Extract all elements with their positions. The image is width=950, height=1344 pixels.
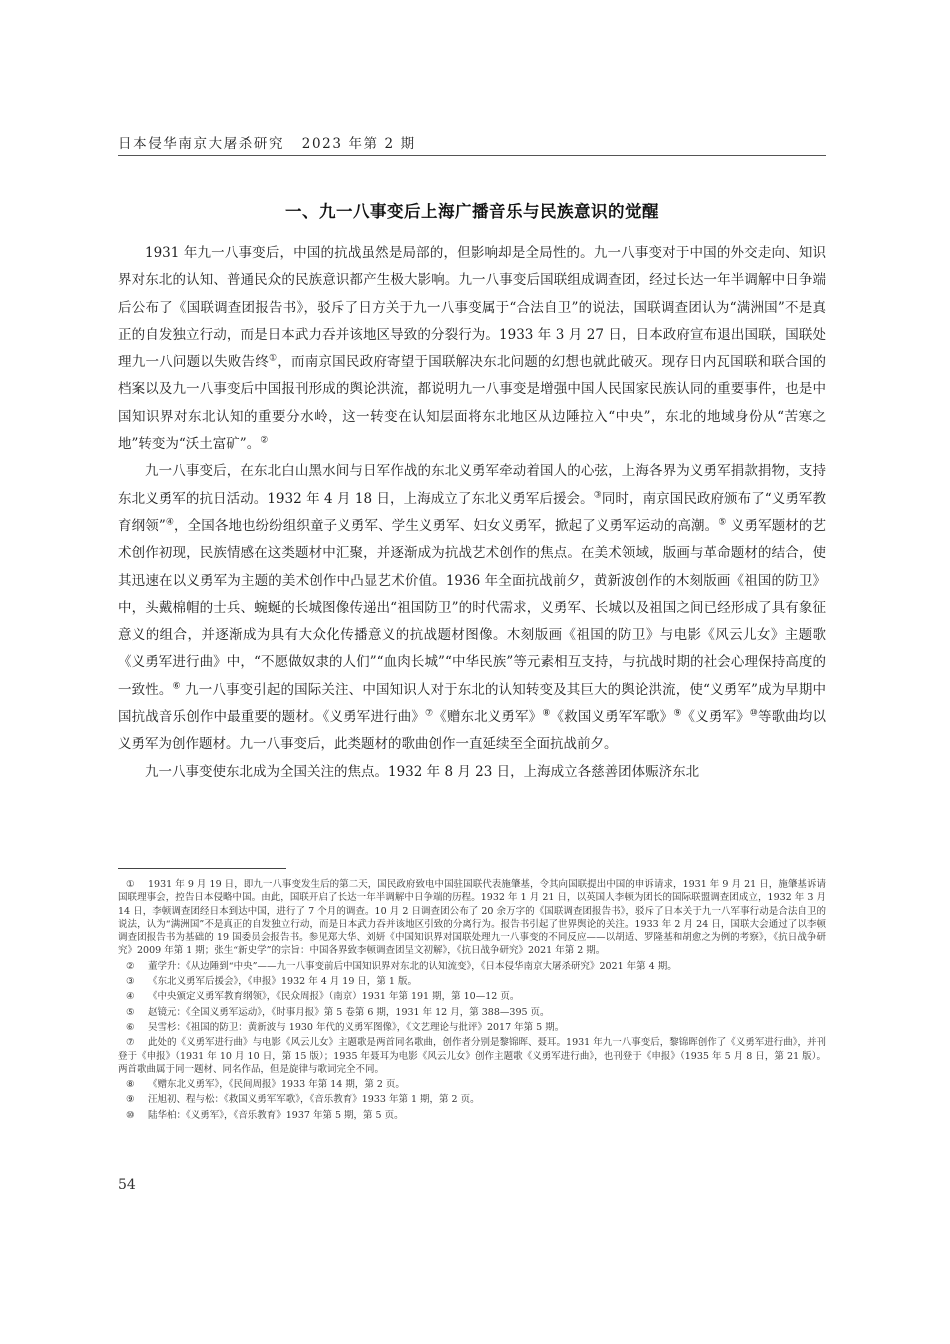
footnote: ② 董学升：《从边陲到“中央”——九一八事变前后中国知识界对东北的认知流变》，《日本侵华南京大屠杀研究》2021 年第 4 期。 — [118, 960, 826, 973]
footnote-ref[interactable]: ② — [260, 435, 269, 446]
footnote: ⑧ 《赠东北义勇军》，《民间周报》1933 年第 14 期，第 2 页。 — [118, 1078, 826, 1091]
footnote-ref[interactable]: ⑨ — [673, 708, 682, 719]
footnote-mark: ⑤ — [126, 1006, 135, 1018]
footnote-mark: ④ — [126, 991, 135, 1003]
footnote: ③ 《东北义勇军后援会》，《申报》1932 年 4 月 19 日，第 1 版。 — [118, 975, 826, 988]
paragraph: 1931 年九一八事变后，中国的抗战虽然是局部的，但影响却是全局性的。九一八事变对于中国的外交走向、知识界对东北的认知、普通民众的民族意识都产生极大影响。九一八事变后国联组成调查团，经过长达一年半调解中日争端后公布了《国联调查团报告书》，驳斥了日方关于九一八事变属于“合法自卫”的说法，国联调查团认为“满洲国”不是真正的自发独立行动，而是日本武力吞并该地区导致的分裂行为。1933 年 3 月 27 日，日本政府宣布退出国联，国联处理九一八问题以失败告终①，而南京国民政府寄望于国联解决东北问题的幻想也就此破灭。现存日内瓦国联和联合国的档案以及九一八事变后中国报刊形成的舆论洪流，都说明九一八事变是增强中国人民国家民族认同的重要事件，也是中国知识界对东北认知的重要分水岭，这一转变在认知层面将东北地区从边陲拉入“中央”，东北的地域身份从“苦寒之地”转变为“沃土富矿”。② — [118, 245, 826, 453]
footnote: ⑥ 吴雪杉：《祖国的防卫：黄新波与 1930 年代的义勇军图像》，《文艺理论与批评》2017 年第 5 期。 — [118, 1021, 826, 1034]
body-text — [118, 240, 826, 786]
paragraph: 九一八事变使东北成为全国关注的焦点。1932 年 8 月 23 日，上海成立各慈善团体赈济东北 — [145, 763, 700, 780]
footnote-mark: ② — [126, 960, 135, 972]
footnote-ref[interactable]: ③ — [593, 490, 602, 501]
issue-label: 2023 年第 2 期 — [301, 136, 416, 152]
footnote: ⑩ 陆华柏：《义勇军》，《音乐教育》1937 年第 5 期，第 5 页。 — [118, 1109, 826, 1122]
footnote-mark: ⑦ — [126, 1037, 135, 1049]
footnote-mark: ⑩ — [126, 1109, 135, 1121]
footnote: ⑤ 赵镜元：《全国义勇军运动》，《时事月报》第 5 卷第 6 期，1931 年 12 月，第 388—395 页。 — [118, 1006, 826, 1019]
footnote-ref[interactable]: ④ — [165, 517, 175, 528]
footnote-mark: ⑥ — [126, 1021, 135, 1033]
footnotes — [118, 878, 826, 1124]
footnote-ref[interactable]: ⑥ — [172, 681, 181, 692]
footnote-ref[interactable]: ① — [268, 353, 278, 364]
footnote: ⑨ 汪旭初、程与松：《救国义勇军军歌》，《音乐教育》1933 年第 1 期，第 2 页。 — [118, 1093, 826, 1106]
page-number: 54 — [118, 1177, 136, 1193]
journal-title: 日本侵华南京大屠杀研究 — [118, 136, 285, 152]
footnote-rule — [118, 868, 286, 869]
footnote-mark: ⑧ — [126, 1079, 135, 1091]
footnote-ref[interactable]: ⑤ — [718, 517, 727, 528]
footnote-ref[interactable]: ⑧ — [542, 708, 551, 719]
section-title: 一、九一八事变后上海广播音乐与民族意识的觉醒 — [285, 202, 659, 221]
footnote: ① 1931 年 9 月 19 日，即九一八事变发生后的第二天，国民政府致电中国驻国联代表施肇基，令其向国联提出中国的申诉请求，1931 年 9 月 21 日，施肇基诉请国联理事会，控告日本侵略中国。由此，国联开启了长达一年半调解中日争端的历程。1932 年 1 月 21 日，以英国人李顿为团长的国际联盟调查团成立，1932 年 3 月 14 日，李顿调查团经日本到达中国，进行了 7 个月的调查。10 月 2 日调查团公布了 20 余万字的《国联调查团报告书》，驳斥了日本关于九一八军事行动是合法自卫的说法，认为“满洲国”不是真正的自发独立行动，而是日本武力吞并该地区引致的分离行为。报告书引起了世界舆论的关注。1933 年 2 月 24 日，国联大会通过了以李顿调查团报告书为基础的 19 国委员会报告书。参见郑大华、刘妍《中国知识界对国联处理九一八事变的不同反应——以胡适、罗隆基和胡愈之为例的考察》，《抗日战争研究》2009 年第 1 期；张生“新史学”的宗旨：中国各界致李顿调查团呈文初解》，《抗日战争研究》2021 年第 2 期。 — [118, 879, 826, 957]
footnote: ④ 《中央颁定义勇军教育纲领》，《民众周报》（南京）1931 年第 191 期，第 10—12 页。 — [118, 990, 826, 1003]
footnote: ⑦ 此处的《义勇军进行曲》与电影《风云儿女》主题歌是两首同名歌曲，创作者分别是黎锦晖、聂耳。1931 年九一八事变后，黎锦晖创作了《义勇军进行曲》，并刊登于《申报》（1931 年 10 月 10 日，第 15 版）；1935 年聂耳为电影《风云儿女》创作主题歌《义勇军进行曲》，也刊登于《申报》（1935 年 5 月 8 日，第 21 版）。两首歌曲属于同一题材、同名作品，但是旋律与歌词完全不同。 — [118, 1037, 826, 1075]
header-rule — [118, 155, 826, 156]
footnote-mark: ① — [126, 879, 135, 890]
paragraph: 九一八事变后，在东北白山黑水间与日军作战的东北义勇军牵动着国人的心弦，上海各界为义勇军捐款捐物，支持东北义勇军的抗日活动。1932 年 4 月 18 日，上海成立了东北义勇军后援会。③同时，南京国民政府颁布了“义勇军教育纲领”④，全国各地也纷纷组织童子义勇军、学生义勇军、妇女义勇军，掀起了义勇军运动的高潮。⑤ 义勇军题材的艺术创作初现，民族情感在这类题材中汇聚，并逐渐成为抗战艺术创作的焦点。在美术领域，版画与革命题材的结合，使其迅速在以义勇军为主题的美术创作中凸显艺术价值。1936 年全面抗战前夕，黄新波创作的木刻版画《祖国的防卫》中，头戴棉帽的士兵、蜿蜒的长城图像传递出“祖国防卫”的时代需求，义勇军、长城以及祖国之间已经形成了具有象征意义的组合，并逐渐成为具有大众化传播意义的抗战题材图像。木刻版画《祖国的防卫》与电影《风云儿女》主题歌《义勇军进行曲》中，“不愿做奴隶的人们”“血肉长城”“中华民族”等元素相互支持，与抗战时期的社会心理保持高度的一致性。⑥ 九一八事变引起的国际关注、中国知识人对于东北的认知转变及其巨大的舆论洪流，使“义勇军”成为早期中国抗战音乐创作中最重要的题材。《义勇军进行曲》⑦《赠东北义勇军》⑧《救国义勇军军歌》⑨《义勇军》⑩等歌曲均以义勇军为创作题材。九一八事变后，此类题材的歌曲创作一直延续至全面抗战前夕。 — [118, 463, 827, 753]
footnote-mark: ③ — [126, 976, 135, 988]
footnote-ref[interactable]: ⑩ — [749, 708, 758, 719]
running-header — [118, 132, 416, 152]
footnote-mark: ⑨ — [126, 1094, 135, 1106]
footnote-ref[interactable]: ⑦ — [424, 708, 434, 719]
